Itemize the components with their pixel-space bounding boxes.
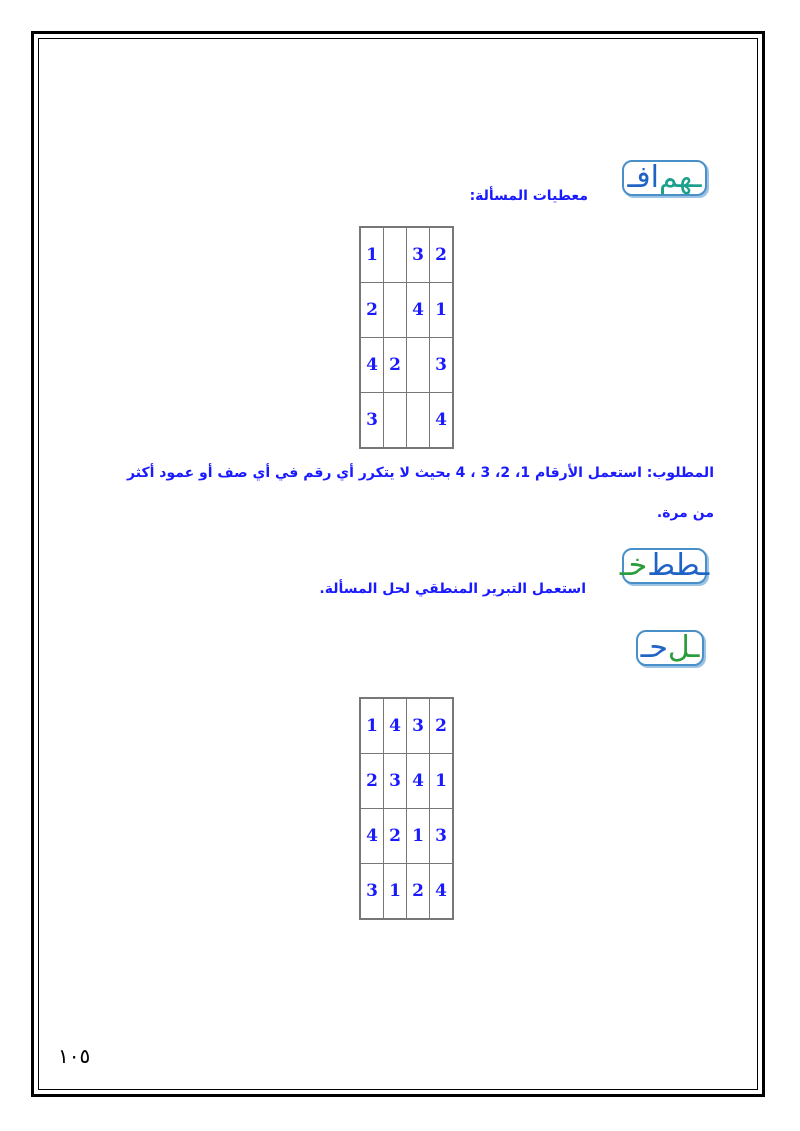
grid-cell: 3 <box>407 698 430 754</box>
grid-cell: 4 <box>360 338 384 393</box>
grid-cell: 2 <box>360 283 384 338</box>
grid-cell: 3 <box>430 338 454 393</box>
plan-badge-part1: خـ <box>619 548 648 583</box>
table-row <box>360 338 453 393</box>
grid-cell: 1 <box>360 227 384 283</box>
table-row <box>360 227 453 283</box>
table-row <box>360 809 453 864</box>
grid-cell: 4 <box>360 809 384 864</box>
grid-cell: 3 <box>407 227 430 283</box>
grid-cell: 2 <box>407 864 430 920</box>
plan-text: استعمل التبرير المنطقي لحل المسألة. <box>319 581 586 597</box>
grid-cell: 4 <box>407 754 430 809</box>
solve-badge <box>636 630 704 666</box>
grid-cell <box>384 283 407 338</box>
solution-grid <box>359 697 454 920</box>
required-text-line2: من مرة. <box>656 505 714 521</box>
table-row <box>360 698 453 754</box>
required-text-line1: المطلوب: استعمل الأرقام 1، 2، 3 ، 4 بحيث لا يتكرر أي رقم في أي صف أو عمود أكثر <box>127 465 714 481</box>
grid-cell: 3 <box>384 754 407 809</box>
grid-cell: 4 <box>430 864 454 920</box>
grid-cell: 4 <box>430 393 454 449</box>
grid-cell: 2 <box>360 754 384 809</box>
table-row <box>360 864 453 920</box>
table-row <box>360 393 453 449</box>
grid-cell <box>384 227 407 283</box>
grid-cell: 1 <box>407 809 430 864</box>
grid-cell: 1 <box>430 283 454 338</box>
grid-cell: 2 <box>384 338 407 393</box>
understand-badge-part1: افـ <box>627 160 659 195</box>
page-number: ١٠٥ <box>58 1044 91 1068</box>
plan-badge-part2: ـطط <box>647 548 710 583</box>
grid-cell: 2 <box>384 809 407 864</box>
solve-badge-part2: ـل <box>667 630 700 665</box>
grid-cell: 2 <box>430 698 454 754</box>
understand-badge-part2: ـهم <box>658 160 702 195</box>
understand-badge <box>622 160 707 196</box>
grid-cell: 4 <box>407 283 430 338</box>
grid-cell <box>384 393 407 449</box>
grid-cell <box>407 338 430 393</box>
grid-cell: 1 <box>360 698 384 754</box>
grid-cell: 1 <box>430 754 454 809</box>
given-label: معطيات المسألة: <box>469 188 588 204</box>
grid-cell: 2 <box>430 227 454 283</box>
table-row <box>360 754 453 809</box>
plan-badge <box>619 548 710 584</box>
table-row <box>360 283 453 338</box>
grid-cell: 3 <box>360 864 384 920</box>
grid-cell: 3 <box>430 809 454 864</box>
grid-cell: 4 <box>384 698 407 754</box>
grid-cell: 3 <box>360 393 384 449</box>
solve-badge-part1: حـ <box>640 630 668 665</box>
grid-cell <box>407 393 430 449</box>
grid-cell: 1 <box>384 864 407 920</box>
given-grid <box>359 226 454 449</box>
